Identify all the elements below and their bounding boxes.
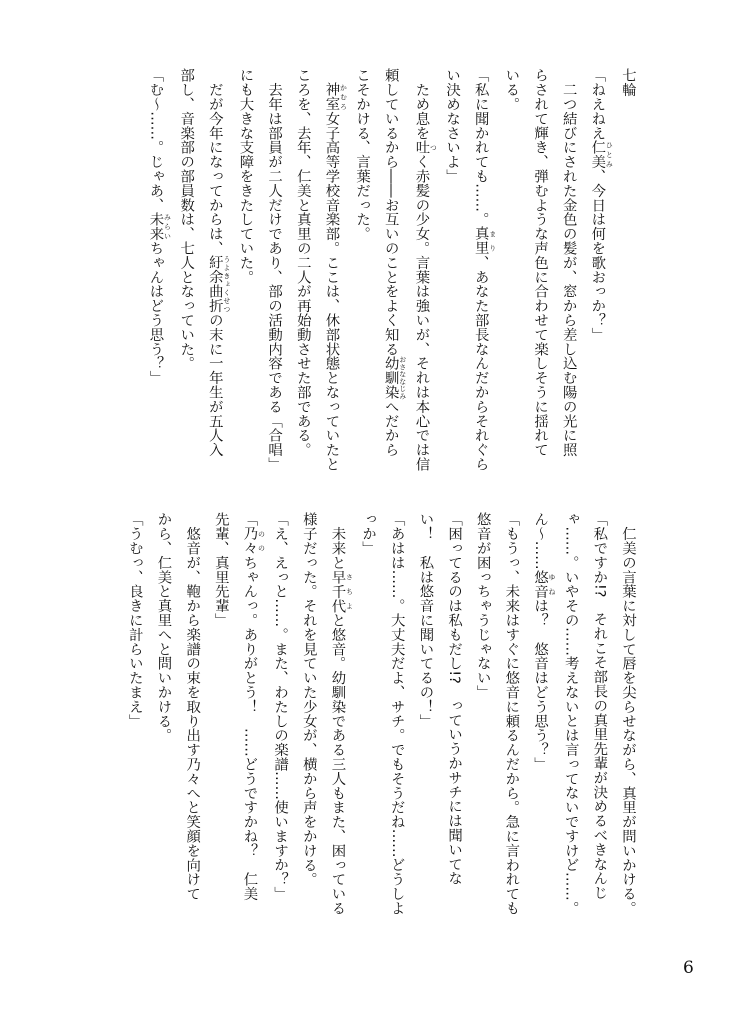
text-line (382, 512, 411, 922)
ruby-annotation (413, 140, 438, 155)
text-line (411, 512, 440, 922)
text-segment: ん〜…… (532, 512, 549, 570)
ruby-reading: うよきょくせつ (222, 255, 231, 313)
text-segment: らされて輝き、弾むような声色に合わせて楽しそうに揺れて (532, 68, 549, 457)
text-segment: 女子高等学校音楽部。ここは、休部状態となっていたと (323, 111, 340, 472)
text-line (613, 512, 642, 922)
text-segment: 未来と (329, 512, 346, 570)
text-line (294, 512, 323, 922)
ruby-annotation (532, 569, 557, 599)
text-segment: の末に一年生が五人入 (206, 312, 223, 457)
text-segment: い！ 私は悠音に聞いてるの！」 (417, 512, 434, 728)
text-segment: ゃ……。いやその……考えないとは言ってないですけど……。 (562, 512, 579, 916)
text-segment: 「私に聞かれても……。 (472, 68, 489, 227)
text-line (288, 68, 317, 478)
ruby-base: 幼馴染 (382, 355, 399, 400)
text-segment: 「む〜……。じゃあ、 (147, 68, 164, 212)
text-block-lower (122, 512, 642, 922)
ruby-base: 乃々 (241, 526, 258, 556)
ruby-reading: かむろ (339, 82, 348, 112)
text-segment: こそかける、言葉だった。 (354, 68, 371, 241)
text-line (141, 68, 172, 478)
text-segment: と悠音。幼馴染である三人もまた、困っている (329, 612, 346, 916)
ruby-base: 早千代 (329, 569, 346, 613)
text-line (265, 512, 294, 922)
text-line (235, 512, 266, 922)
text-segment: 「え、えっと……。また、わたしの楽譜……使いますか？」 (272, 512, 289, 901)
text-line (317, 68, 348, 478)
text-line (556, 512, 585, 922)
ruby-reading: のの (257, 526, 266, 556)
text-line (178, 512, 207, 922)
text-line (376, 68, 407, 478)
text-segment: 「もうっ、未来はすぐに悠音に頼るんだから。急に言われても (503, 512, 520, 916)
text-segment: 悠音が、鞄から楽譜の束を取り出す乃々へと笑顔を向けて (184, 512, 201, 901)
ruby-reading: さちよ (345, 569, 354, 613)
ruby-base: 悠音 (532, 569, 549, 599)
text-segment: 去年は部員が二人だけであり、部の活動内容である「合唱」 (266, 68, 283, 472)
text-segment: 、今日は何を歌おっか？」 (589, 168, 606, 342)
text-line (525, 512, 556, 922)
text-line (583, 68, 614, 478)
ruby-reading: みらい (163, 211, 172, 241)
ruby-annotation (206, 255, 231, 313)
text-line (497, 512, 526, 922)
text-line (120, 512, 149, 922)
ruby-reading: まり (488, 226, 497, 256)
ruby-annotation (329, 569, 354, 613)
text-segment: にも大きな支障をきたしていた。 (237, 68, 254, 284)
text-line (231, 68, 260, 478)
text-line (323, 512, 354, 922)
text-segment: 七輪 (620, 68, 636, 97)
text-segment: 、あなた部長なんだからそれぐら (472, 255, 489, 472)
text-segment: 二つ結びにされた金色の髪が、窓から差し込む陽の光に照 (560, 68, 577, 457)
text-segment: 仁美の言葉に対して唇を尖らせながら、真里が問いかける。 (620, 512, 636, 916)
text-line (407, 68, 438, 478)
text-segment: 「あはは……。大丈夫だよ、サチ。でもそうだね……どうしよ (388, 512, 405, 916)
ruby-annotation (147, 211, 172, 241)
text-line (200, 68, 231, 478)
text-line (149, 512, 178, 922)
text-segment: だが今年になってからは、 (206, 68, 223, 256)
text-segment: 「ねえねえ (589, 68, 606, 140)
text-line (347, 68, 376, 478)
text-segment: 様子だった。それを見ていた少女が、横から声をかける。 (300, 512, 317, 887)
text-segment: 頼しているから――お互いのことをよく知る (382, 68, 399, 356)
text-segment (323, 68, 339, 82)
text-segment: い決めなさいよ」 (444, 68, 461, 184)
text-line (554, 68, 583, 478)
text-line (585, 512, 614, 922)
text-block-upper (122, 68, 642, 478)
text-segment: 「困ってるのは私もだし!? っていうかサチには聞いてな (446, 512, 463, 886)
ruby-annotation (241, 526, 266, 556)
text-line (353, 512, 382, 922)
text-line (439, 512, 468, 922)
chapter-title (613, 68, 642, 478)
text-segment: ちゃんっ。ありがとう！ ……どうですかね？ 仁美 (241, 555, 258, 901)
text-line (206, 512, 235, 922)
ruby-reading: つ (429, 140, 438, 155)
page-number: 6 (683, 958, 694, 978)
text-segment: 悠音が困っちゃうじゃない」 (474, 512, 491, 700)
ruby-base: 真里 (472, 226, 489, 256)
ruby-annotation (323, 82, 348, 112)
ruby-annotation (589, 140, 614, 169)
text-segment: 「 (241, 512, 258, 527)
text-segment: ため息を (413, 68, 430, 140)
text-segment: 「私ですか!? それこそ部長の真里先輩が決めるべきなんじ (591, 512, 608, 900)
text-segment: く赤髪の少女。言葉は強いが、それは本心では信 (413, 154, 430, 472)
text-line (525, 68, 554, 478)
ruby-reading: ゆね (548, 569, 557, 599)
text-segment: へだから (382, 399, 399, 457)
ruby-annotation (472, 226, 497, 256)
text-line (468, 512, 497, 922)
ruby-reading: おさななじみ (398, 355, 407, 400)
text-segment: ころを、去年、仁美と真里の二人が再始動させた部である。 (294, 68, 311, 457)
ruby-base: 未来 (147, 211, 164, 241)
text-line (497, 68, 526, 478)
ruby-base: 吐 (413, 140, 430, 155)
text-segment: から、仁美と真里へと問いかける。 (155, 512, 172, 743)
text-segment: 部し、音楽部の部員数は、七人となっていた。 (178, 68, 195, 371)
text-line (466, 68, 497, 478)
ruby-base: 仁美 (589, 140, 606, 169)
text-segment: いる。 (503, 68, 520, 112)
ruby-reading: ひとみ (605, 140, 614, 169)
text-segment: 先輩、真里先輩」 (212, 512, 229, 628)
ruby-annotation (382, 355, 407, 400)
text-segment: は？ 悠音はどう思う？」 (532, 598, 549, 772)
text-segment: っか」 (360, 512, 377, 556)
text-line (259, 68, 288, 478)
ruby-base: 紆余曲折 (206, 255, 223, 313)
ruby-base: 神室 (323, 82, 340, 112)
text-line (437, 68, 466, 478)
text-segment: 「うむっ、良きに計らいたまえ」 (126, 512, 143, 728)
text-line (172, 68, 201, 478)
text-segment: ちゃんはどう思う？」 (147, 240, 164, 385)
